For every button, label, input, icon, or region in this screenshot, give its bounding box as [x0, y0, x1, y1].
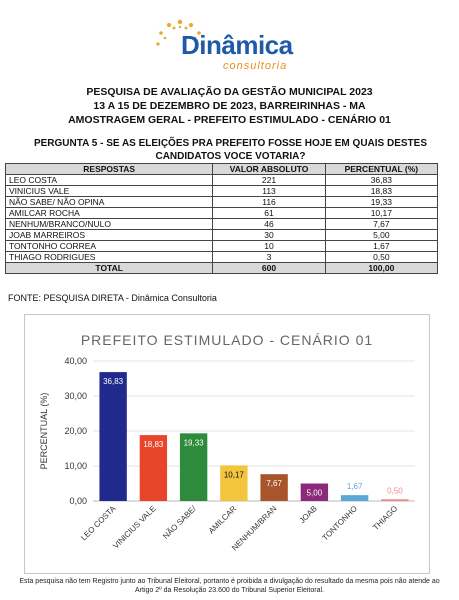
table-row: [6, 175, 438, 186]
x-tick-label: VINICIUS VALE: [111, 504, 158, 551]
bar: [99, 372, 126, 501]
x-tick-label: THIAGO: [371, 504, 400, 533]
bar-value-label: 19,33: [183, 438, 204, 448]
percent-cell: 5,00: [325, 230, 437, 241]
total-value-cell: 600: [213, 263, 325, 274]
absolute-value-cell: 113: [213, 186, 325, 197]
answer-cell: NENHUM/BRANCO/NULO: [6, 219, 213, 230]
question-text: [8, 137, 453, 163]
absolute-value-cell: 30: [213, 230, 325, 241]
total-value-cell: 100,00: [325, 263, 437, 274]
y-tick-label: 30,00: [64, 391, 87, 401]
bar-value-label: 5,00: [306, 488, 323, 498]
percent-cell: 1,67: [325, 241, 437, 252]
absolute-value-cell: 221: [213, 175, 325, 186]
percent-cell: 7,67: [325, 219, 437, 230]
x-tick-label: NENHUM/BRAN: [230, 504, 279, 553]
answer-cell: NÃO SABE/ NÃO OPINA: [6, 197, 213, 208]
footer-line-1: Esta pesquisa não tem Registro junto ao Tribunal Eleitoral, portanto é proibida a divulgação do resultado da mesma pois não atende ao: [19, 578, 440, 585]
dinamica-logo: [150, 16, 330, 78]
percent-cell: 36,83: [325, 175, 437, 186]
logo-brand-text: Dinâmica: [181, 30, 293, 60]
percent-cell: 10,17: [325, 208, 437, 219]
results-table: [5, 163, 438, 274]
total-label-cell: TOTAL: [6, 263, 213, 274]
answer-cell: JOAB MARREIROS: [6, 230, 213, 241]
table-row: [6, 241, 438, 252]
answer-cell: THIAGO RODRIGUES: [6, 252, 213, 263]
table-row: [6, 208, 438, 219]
bar-value-label: 10,17: [223, 470, 244, 480]
question-line-2: CANDIDATOS VOCE VOTARIA?: [155, 151, 306, 162]
bar-value-label: 1,67: [346, 482, 363, 492]
answer-cell: AMILCAR ROCHA: [6, 208, 213, 219]
bar: [341, 495, 368, 501]
y-axis-label: PERCENTUAL (%): [39, 392, 49, 470]
chart-title: PREFEITO ESTIMULADO - CENÁRIO 01: [80, 332, 374, 348]
x-tick-label: JOAB: [297, 504, 319, 526]
table-row: [6, 252, 438, 263]
bar-value-label: 0,50: [387, 486, 403, 496]
y-tick-label: 10,00: [64, 461, 87, 471]
percent-cell: 19,33: [325, 197, 437, 208]
percent-cell: 0,50: [325, 252, 437, 263]
table-row: [6, 186, 438, 197]
absolute-value-cell: 116: [213, 197, 325, 208]
table-total-row: [6, 263, 438, 274]
header-line-1: PESQUISA DE AVALIAÇÃO DA GESTÃO MUNICIPAL 2023: [86, 86, 373, 98]
logo-sub-text: consultoria: [223, 60, 288, 72]
footer-disclaimer: [0, 577, 459, 595]
bar: [381, 499, 408, 501]
x-tick-label: AMILCAR: [206, 504, 239, 536]
table-row: [6, 197, 438, 208]
x-tick-label: TONTONHO: [320, 504, 360, 543]
absolute-value-cell: 10: [213, 241, 325, 252]
x-tick-label: NÃO SABE/: [161, 504, 199, 541]
answer-cell: LEO COSTA: [6, 175, 213, 186]
bar-value-label: 7,67: [266, 479, 282, 489]
absolute-value-cell: 3: [213, 252, 325, 263]
header-line-3: AMOSTRAGEM GERAL - PREFEITO ESTIMULADO - CENÁRIO 01: [68, 114, 391, 126]
y-tick-label: 20,00: [64, 426, 87, 436]
bar-chart: [25, 315, 429, 573]
answer-cell: VINICIUS VALE: [6, 186, 213, 197]
column-header: PERCENTUAL (%): [325, 164, 437, 175]
absolute-value-cell: 61: [213, 208, 325, 219]
y-tick-label: 0,00: [69, 496, 87, 506]
column-header: VALOR ABSOLUTO: [213, 164, 325, 175]
x-tick-label: LEO COSTA: [79, 504, 118, 543]
percent-cell: 18,83: [325, 186, 437, 197]
table-row: [6, 230, 438, 241]
header-line-2: 13 A 15 DE DEZEMBRO DE 2023, BARREIRINHAS - MA: [93, 100, 366, 112]
absolute-value-cell: 46: [213, 219, 325, 230]
footer-line-2: Artigo 2º da Resolução 23.600 do Tribunal Superior Eleitoral.: [135, 587, 324, 594]
source-note: FONTE: PESQUISA DIRETA - Dinâmica Consultoria: [8, 293, 217, 303]
chart-panel: [24, 314, 430, 574]
bar-value-label: 18,83: [143, 440, 164, 450]
y-tick-label: 40,00: [64, 356, 87, 366]
column-header: RESPOSTAS: [6, 164, 213, 175]
table-body: [6, 175, 438, 274]
bar-value-label: 36,83: [103, 377, 124, 387]
table-header-row: [6, 164, 438, 175]
table-row: [6, 219, 438, 230]
answer-cell: TONTONHO CORREA: [6, 241, 213, 252]
question-line-1: PERGUNTA 5 - SE AS ELEIÇÕES PRA PREFEITO FOSSE HOJE EM QUAIS DESTES: [33, 138, 428, 149]
